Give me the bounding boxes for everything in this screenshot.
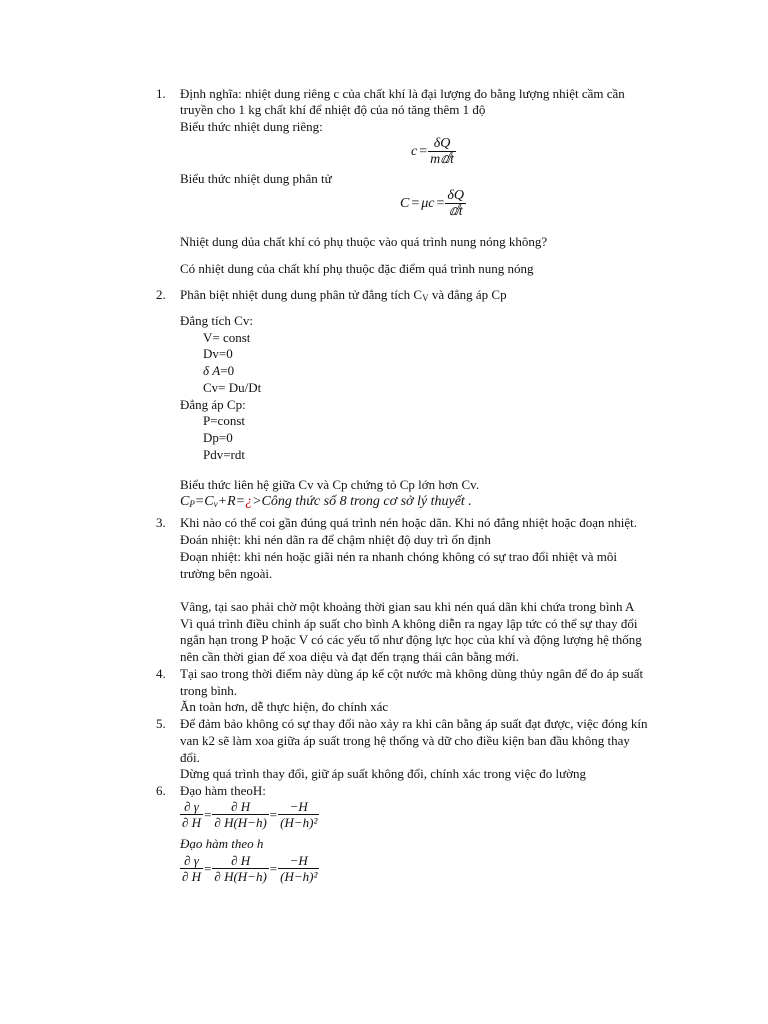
q1-definition-line1: Định nghĩa: nhiệt dung riêng c của chất khí là đại lượng đo bằng lượng nhiệt cầm cần xyxy=(180,86,625,101)
q2-question-text-end: và đẳng áp Cp xyxy=(428,287,507,302)
q6-derivative-H-label: Đạo hàm theoH: xyxy=(180,783,266,798)
q3-line-3: Đoạn nhiệt: khi nén hoặc giãi nén ra nhanh chóng không có sự trao đổi nhiệt và môi xyxy=(180,549,618,564)
isochoric-item-3-symbol: δ A xyxy=(203,363,221,378)
q5-line-3: đổi. xyxy=(180,750,200,765)
formula-part: =C xyxy=(194,494,214,509)
isobaric-item-1: P=const xyxy=(203,413,246,428)
formula-fraction xyxy=(180,799,203,830)
q4-answer: Ăn toàn hơn, dễ thực hiện, đo chính xác xyxy=(180,699,389,714)
q6-derivative-h-label: Đạo hàm theo h xyxy=(180,836,264,851)
formula-subscript: v xyxy=(213,499,218,509)
q2-question-text: Phân biệt nhiệt dung dung phân tử đẳng tích C xyxy=(180,287,423,302)
derivative-h-formula xyxy=(180,853,319,884)
formula-fraction xyxy=(428,136,456,167)
isobaric-item-2: Dp=0 xyxy=(203,430,233,445)
q3-line-7: ngắn hạn trong P hoặc V có các yếu tố như động lực học của khí và động lượng hệ thống xyxy=(180,632,642,647)
fraction-denominator: (H−h)² xyxy=(280,869,318,884)
q3-line-6: Vì quá trình điều chỉnh áp suất cho bình A không diễn ra ngay lập tức có thể sự thay đổi xyxy=(180,616,638,631)
q5-answer: Dừng quá trình thay đổi, giữ áp suất không đổi, chính xác trong việc đo lường xyxy=(180,766,587,781)
q3-line-8: nên cần thời gian để xoa diệu và đạt đến trạng thái cân bằng mới. xyxy=(180,649,519,664)
formula-part: C xyxy=(180,494,190,509)
fraction-denominator: ∂ H(H−h) xyxy=(214,869,267,884)
q1-question: Nhiệt dung dủa chất khí có phụ thuộc vào quá trình nung nóng không? xyxy=(180,234,548,249)
q5-line-1: Để đảm bảo không có sự thay đổi nào xảy ra khi cân bằng áp suất đạt được, việc đóng kín xyxy=(180,716,648,731)
formula-fraction xyxy=(212,799,268,830)
q1-answer: Có nhiệt dung của chất khí phụ thuộc đặc điểm quá trình nung nóng xyxy=(180,261,534,276)
isochoric-item-3 xyxy=(203,363,234,379)
q2-relation-text: Biểu thức liên hệ giữa Cv và Cp chứng tỏ Cp lớn hơn Cv. xyxy=(180,477,480,492)
fraction-numerator: −H xyxy=(289,799,308,814)
fraction-numerator: δQ xyxy=(447,188,465,203)
equals-sign: = xyxy=(269,806,278,822)
formula-fraction xyxy=(180,853,203,884)
formula-fraction xyxy=(212,853,268,884)
item-number-6: 6. xyxy=(156,783,166,798)
fraction-denominator: (H−h)² xyxy=(280,815,318,830)
formula-part: >Công thức số 8 trong cơ sở lý thuyết . xyxy=(252,494,472,509)
formula-symbol: C xyxy=(400,195,410,211)
fraction-numerator: ∂ H xyxy=(231,853,251,868)
fraction-numerator: −H xyxy=(289,853,308,868)
formula-symbol: μc xyxy=(421,195,435,211)
q3-line-1: Khi nào có thể coi gần đúng quá trình nén hoặc dãn. Khi nó đẳng nhiệt hoặc đoạn nhiệt. xyxy=(180,515,638,530)
q2-question xyxy=(180,287,507,306)
molar-heat-formula: C = μc = $\frac{\delta Q}{\text{ⅆt}}$ xyxy=(400,188,465,219)
equals-sign: = xyxy=(269,860,278,876)
fraction-numerator: ∂ H xyxy=(231,799,251,814)
fraction-numerator: δQ xyxy=(433,136,451,151)
q3-line-2: Đoán nhiệt: khi nén dãn ra để chậm nhiệt độ duy trì ổn định xyxy=(180,532,491,547)
item-number-4: 4. xyxy=(156,666,166,681)
formula-fraction xyxy=(278,853,319,884)
item-number-5: 5. xyxy=(156,716,166,731)
q3-line-5: Vâng, tại sao phải chờ một khoảng thời gian sau khi nén quá dãn khi chứa trong bình A xyxy=(180,599,635,614)
q2-question-subscript: V xyxy=(422,293,429,303)
isochoric-item-2: Dv=0 xyxy=(203,346,233,361)
isobaric-item-3: Pdv=rdt xyxy=(203,447,246,462)
formula-part: +R= xyxy=(217,494,246,509)
formula-fraction xyxy=(445,188,466,219)
fraction-denominator: ∂ H xyxy=(182,815,202,830)
q1-definition-line2: truyền cho 1 kg chất khí để nhiệt độ của nó tăng thêm 1 độ xyxy=(180,102,486,117)
isochoric-item-4: Cv= Du/Dt xyxy=(203,380,262,395)
q1-specific-heat-label: Biểu thức nhiệt dung riêng: xyxy=(180,119,323,134)
specific-heat-formula: c = $\frac{\delta Q}{\text{mⅆt}}$ xyxy=(411,136,455,167)
mayer-relation-formula xyxy=(180,494,472,512)
item-number-1: 1. xyxy=(156,86,166,101)
equals-sign: = xyxy=(204,860,212,876)
fraction-denominator: mⅆt xyxy=(430,152,455,167)
fraction-numerator: ∂ γ xyxy=(184,853,199,868)
isochoric-item-1: V= const xyxy=(203,330,251,345)
fraction-denominator: ⅆt xyxy=(445,203,466,219)
formula-fraction xyxy=(278,799,319,830)
formula-subscript: P xyxy=(189,499,195,509)
q3-line-4: trường bên ngoài. xyxy=(180,566,273,581)
item-number-2: 2. xyxy=(156,287,166,302)
equals-sign: = xyxy=(204,806,212,822)
q4-line-1: Tại sao trong thời điểm này dùng áp kế cột nước mà không dùng thủy ngân để đo áp suất xyxy=(180,666,644,681)
q5-line-2: van k2 sẽ làm xoa giữa áp suất trong hệ thống và dữ cho điều kiện ban đầu không thay xyxy=(180,733,630,748)
formula-error-glyph: ¿ xyxy=(245,494,253,509)
fraction-denominator: ∂ H xyxy=(182,869,202,884)
q1-molar-heat-label: Biểu thức nhiệt dung phân tử xyxy=(180,171,332,186)
isochoric-title: Đẳng tích Cv: xyxy=(180,313,253,328)
formula-symbol: c xyxy=(411,143,418,159)
q4-line-2: trong bình. xyxy=(180,683,238,698)
isobaric-title: Đẳng áp Cp: xyxy=(180,397,246,412)
item-number-3: 3. xyxy=(156,515,166,530)
isochoric-item-3-value: =0 xyxy=(220,363,235,378)
fraction-denominator: ∂ H(H−h) xyxy=(214,815,267,830)
fraction-numerator: ∂ γ xyxy=(184,799,199,814)
derivative-H-formula xyxy=(180,799,319,830)
